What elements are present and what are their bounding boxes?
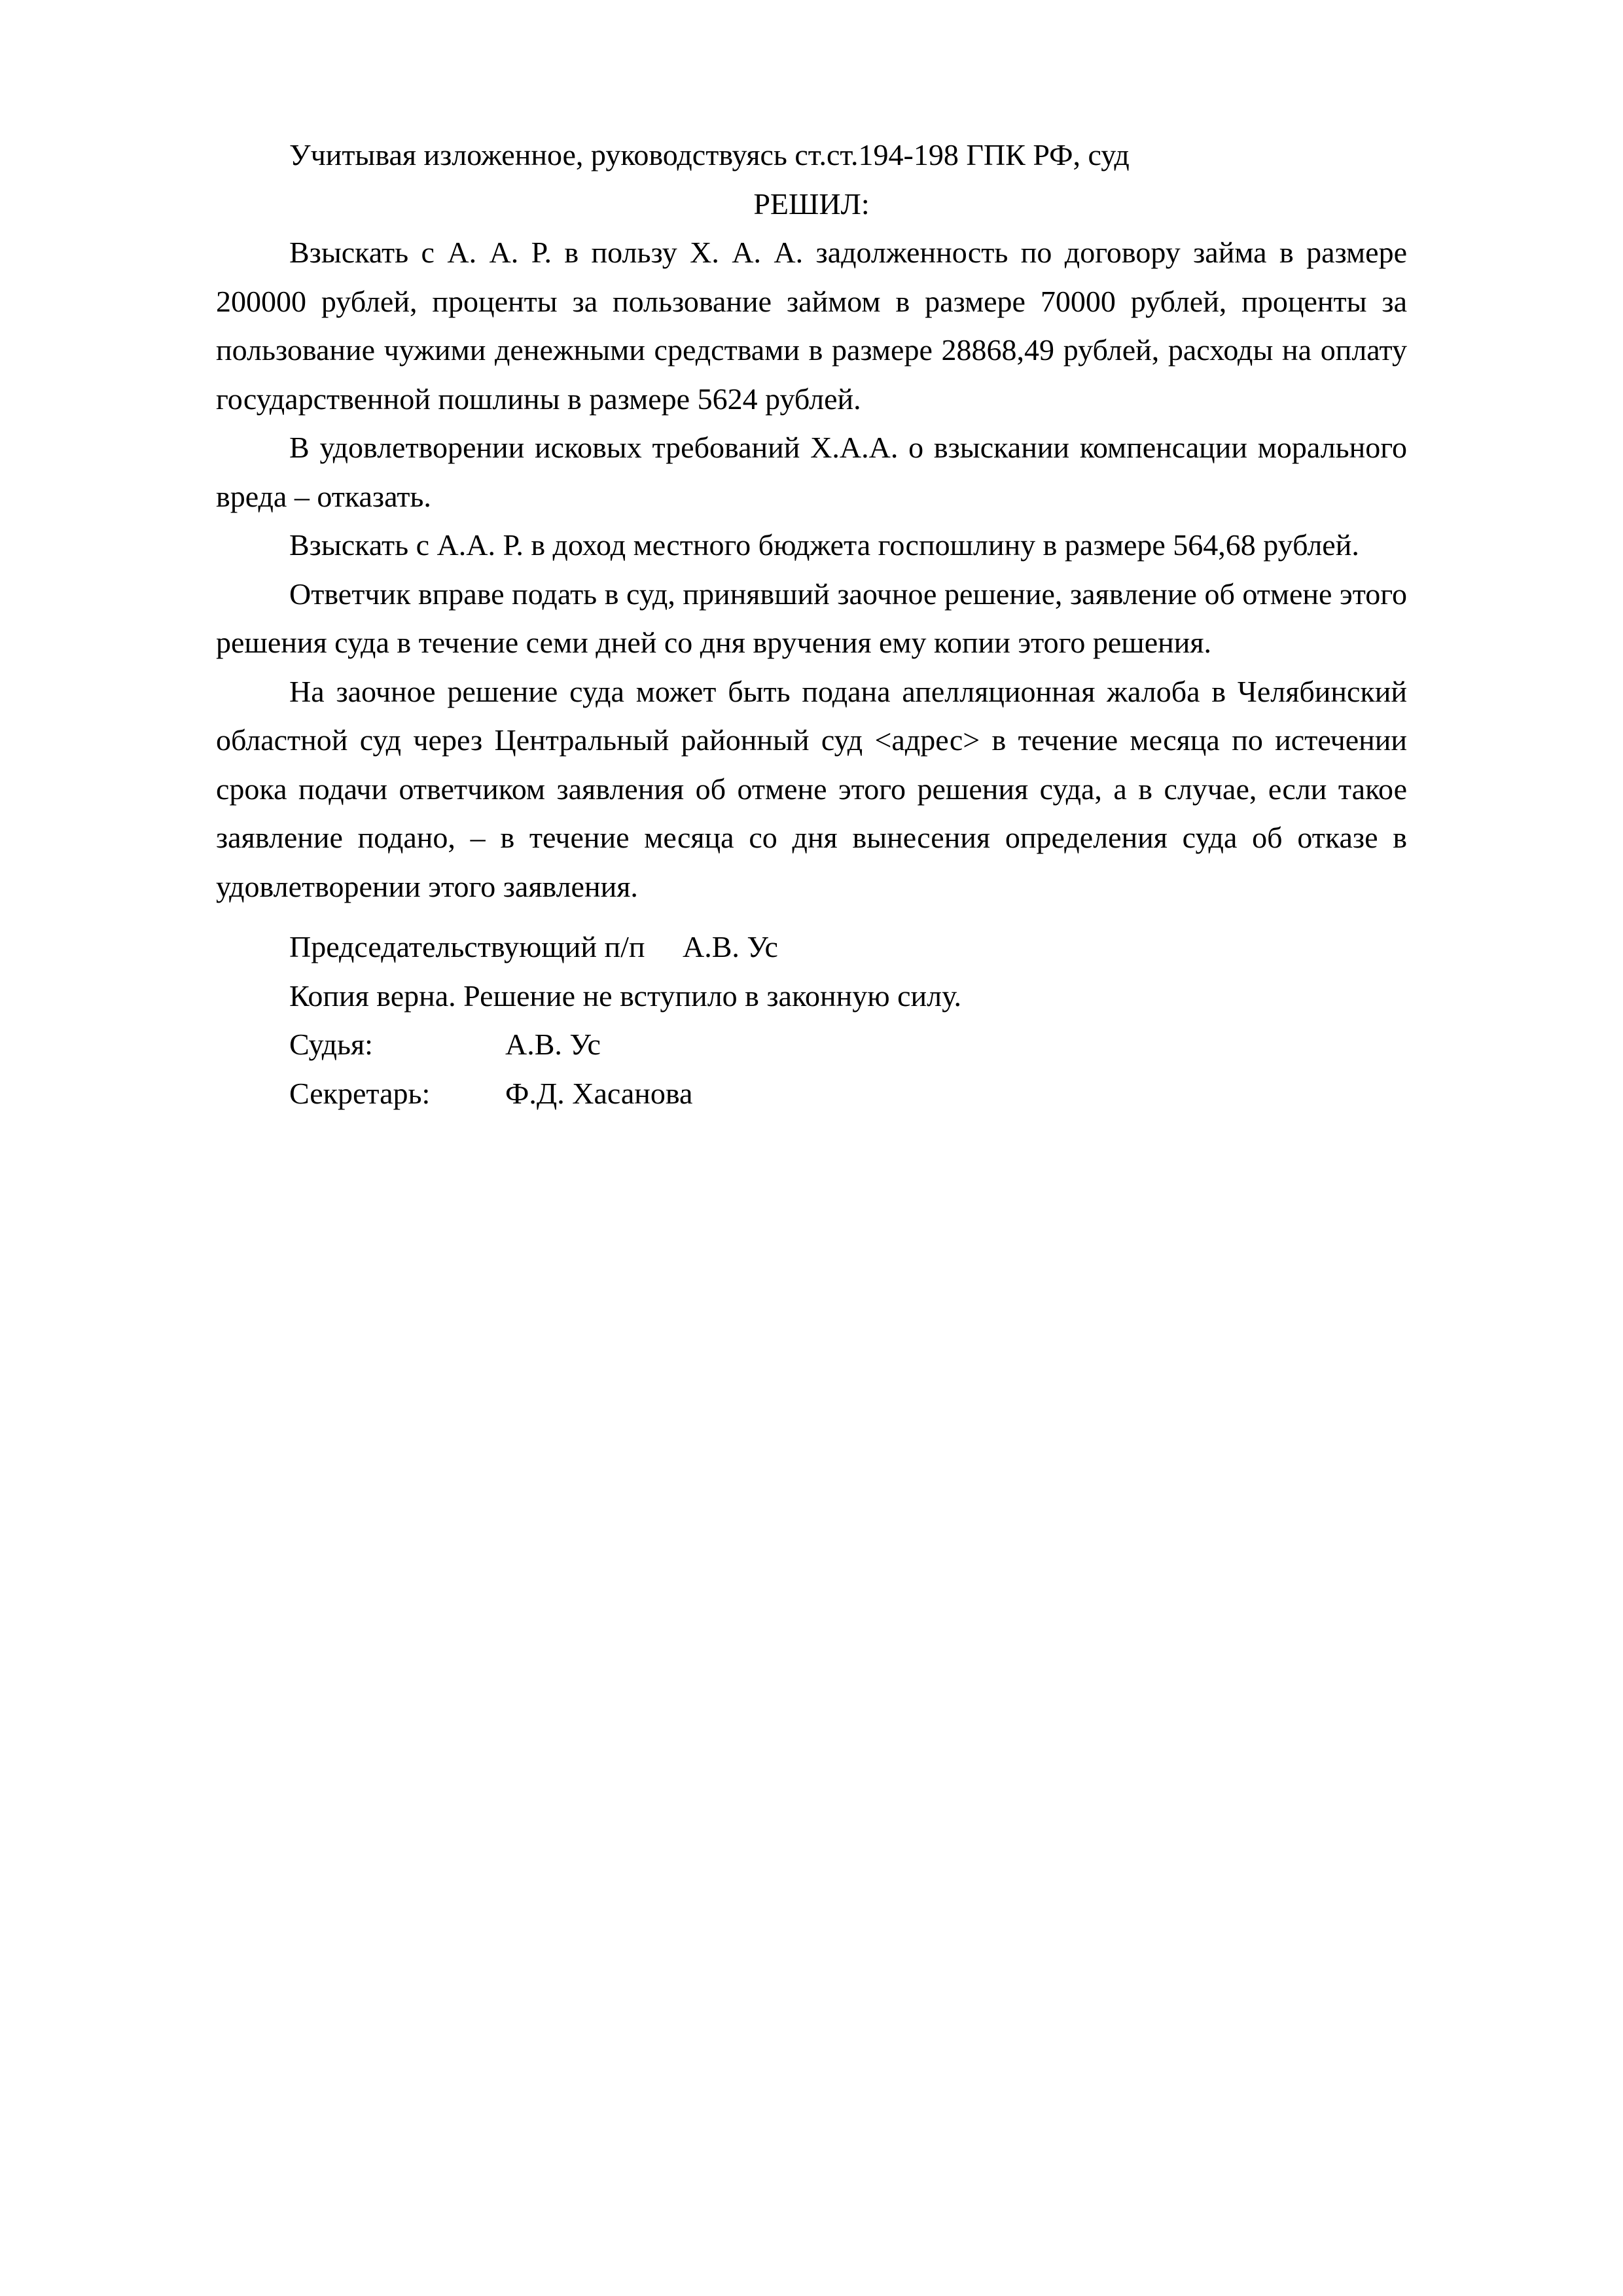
presiding-judge-line: Председательствующий п/п А.В. Ус [289,930,778,964]
decision-heading: РЕШИЛ: [753,187,870,221]
secretary-row [216,1069,1407,1119]
paragraph-defendant-rights: Ответчик вправе подать в суд, принявший заочное решение, заявление об отмене этого решения суда в течение семи дней со дня вручения ему копии этого решения. [216,577,1407,660]
copy-certification-note: Копия верна. Решение не вступило в законную силу. [289,978,961,1013]
judge-row [216,1020,1407,1069]
judge-label: Судья: [289,1028,373,1062]
paragraph-award-main: Взыскать с А. А. Р. в пользу Х. А. А. задолженность по договору займа в размере 200000 рублей, проценты за пользование займом в размере 70000 рублей, проценты за пользование чужими денежными средствами в размере 28868,49 рублей, расходы на оплату государственной пошлины в размере 5624 рублей. [216,236,1407,416]
paragraph-state-duty: Взыскать с А.А. Р. в доход местного бюджета госпошлину в размере 564,68 рублей. [289,528,1359,562]
judge-name: А.В. Ус [505,1028,601,1062]
signature-block [216,923,1407,1118]
paragraph-intro: Учитывая изложенное, руководствуясь ст.ст.194-198 ГПК РФ, суд [289,138,1130,171]
paragraph-appeal-order: На заочное решение суда может быть подана апелляционная жалоба в Челябинский областной суд через Центральный районный суд <адрес> в течение месяца по истечении срока подачи ответчиком заявления об отмене этого решения суда, а в случае, если такое заявление подано, – в течение месяца со дня вынесения определения суда об отказе в удовлетворении этого заявления. [216,674,1407,903]
secretary-label: Секретарь: [289,1076,431,1110]
paragraph-moral-damage-denial: В удовлетворении исковых требований Х.А.А. о взыскании компенсации морального вреда – отказать. [216,431,1407,513]
document-body [216,131,1407,1118]
secretary-name: Ф.Д. Хасанова [505,1076,693,1110]
